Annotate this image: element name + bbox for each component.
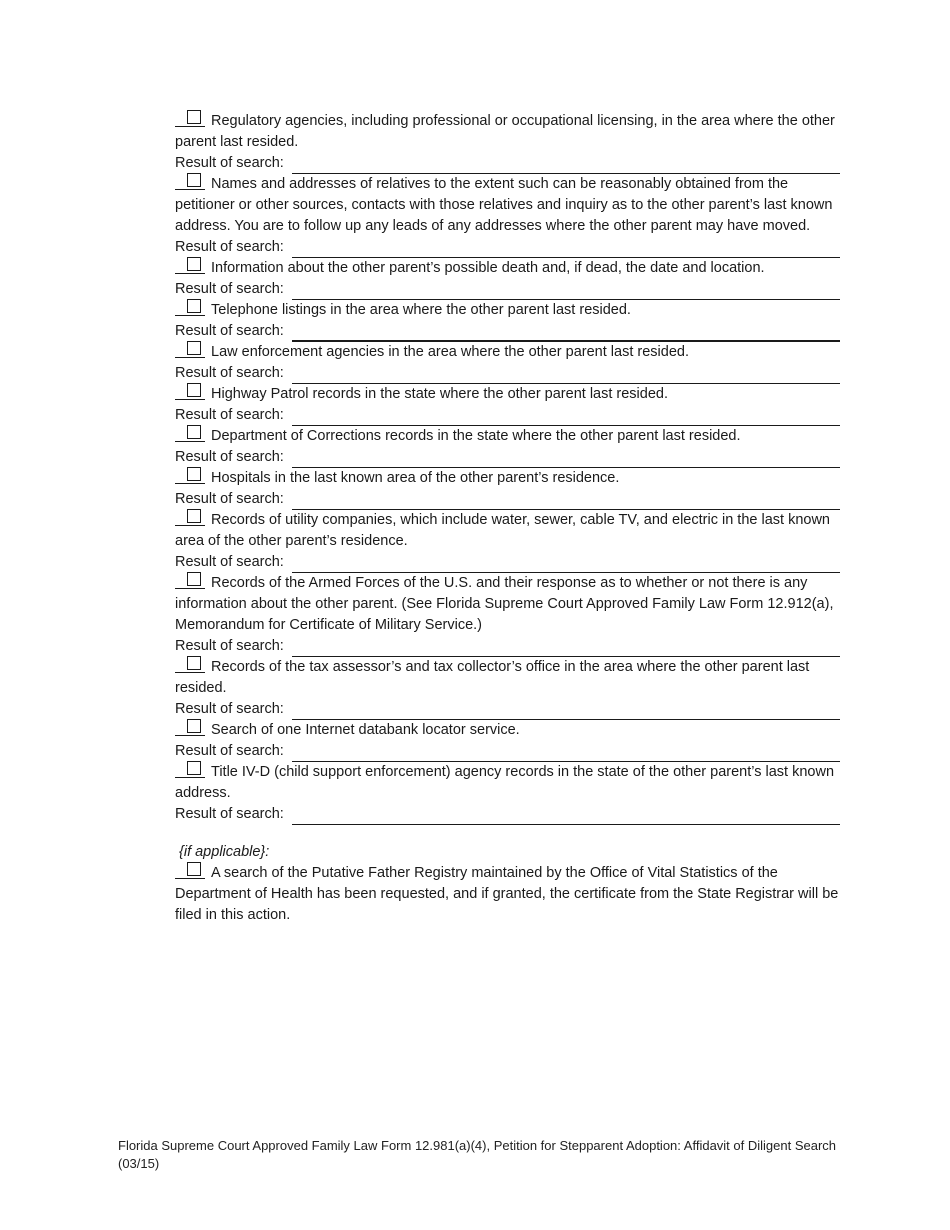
checkbox-title-iv-d[interactable] xyxy=(175,763,205,778)
item-text-armed-forces: Records of the Armed Forces of the U.S. and their response as to whether or not there is any information about the other parent. (See Florida Supreme Court Approved Family Law Form 12.912(a), Memorandum for Certificate of Military Service.) xyxy=(175,575,834,633)
result-input-line[interactable] xyxy=(292,410,840,426)
result-label: Result of search: xyxy=(175,281,284,297)
checkbox-box[interactable] xyxy=(187,719,201,733)
checkbox-law-enforcement[interactable] xyxy=(175,343,205,358)
search-item-regulatory-agencies xyxy=(175,111,840,174)
result-label: Result of search: xyxy=(175,554,284,570)
checkbox-telephone-listings[interactable] xyxy=(175,301,205,316)
result-row xyxy=(175,363,840,384)
result-label: Result of search: xyxy=(175,155,284,171)
result-input-line[interactable] xyxy=(292,284,840,300)
checkbox-tax-assessor[interactable] xyxy=(175,658,205,673)
result-label: Result of search: xyxy=(175,239,284,255)
result-label: Result of search: xyxy=(175,701,284,717)
result-label: Result of search: xyxy=(175,449,284,465)
search-item-law-enforcement xyxy=(175,342,840,384)
result-input-line[interactable] xyxy=(292,704,840,720)
search-item-tax-assessor xyxy=(175,657,840,720)
search-item-hospitals xyxy=(175,468,840,510)
result-label: Result of search: xyxy=(175,407,284,423)
if-applicable-label: {if applicable}: xyxy=(179,844,270,860)
search-item-putative-father-registry xyxy=(175,863,840,926)
search-item-title-iv-d xyxy=(175,762,840,825)
item-text-utility-companies: Records of utility companies, which include water, sewer, cable TV, and electric in the last known area of the other parent’s residence. xyxy=(175,512,830,549)
search-item-relatives xyxy=(175,174,840,258)
search-item-corrections xyxy=(175,426,840,468)
result-input-line[interactable] xyxy=(292,809,840,825)
checkbox-hospitals[interactable] xyxy=(175,469,205,484)
search-item-armed-forces xyxy=(175,573,840,657)
checkbox-corrections[interactable] xyxy=(175,427,205,442)
checkbox-utility-companies[interactable] xyxy=(175,511,205,526)
result-row xyxy=(175,237,840,258)
result-row xyxy=(175,447,840,468)
item-text-title-iv-d: Title IV-D (child support enforcement) agency records in the state of the other parent’s last known address. xyxy=(175,764,835,801)
result-label: Result of search: xyxy=(175,806,284,822)
checkbox-possible-death[interactable] xyxy=(175,259,205,274)
checkbox-regulatory-agencies[interactable] xyxy=(175,112,205,127)
checkbox-box[interactable] xyxy=(187,383,201,397)
result-row xyxy=(175,153,840,174)
item-text-corrections: Department of Corrections records in the state where the other parent last resided. xyxy=(211,428,741,444)
checkbox-armed-forces[interactable] xyxy=(175,574,205,589)
result-label: Result of search: xyxy=(175,743,284,759)
checkbox-box[interactable] xyxy=(187,862,201,876)
result-row xyxy=(175,552,840,573)
result-label: Result of search: xyxy=(175,638,284,654)
item-text-internet-databank: Search of one Internet databank locator service. xyxy=(211,722,520,738)
result-label: Result of search: xyxy=(175,491,284,507)
item-text-highway-patrol: Highway Patrol records in the state where the other parent last resided. xyxy=(211,386,668,402)
checkbox-box[interactable] xyxy=(187,341,201,355)
item-text-possible-death: Information about the other parent’s possible death and, if dead, the date and location. xyxy=(211,260,765,276)
result-input-line[interactable] xyxy=(292,494,840,510)
checkbox-putative-father-registry[interactable] xyxy=(175,864,205,879)
checkbox-box[interactable] xyxy=(187,509,201,523)
search-item-utility-companies xyxy=(175,510,840,573)
item-text-law-enforcement: Law enforcement agencies in the area where the other parent last resided. xyxy=(211,344,689,360)
result-row xyxy=(175,405,840,426)
search-item-telephone-listings xyxy=(175,300,840,342)
item-text-relatives: Names and addresses of relatives to the extent such can be reasonably obtained from the petitioner or other sources, contacts with those relatives and inquiry as to the other parent’s last known address. You are to follow up any leads of any addresses where the other parent may have moved. xyxy=(175,176,833,234)
item-text-telephone-listings: Telephone listings in the area where the other parent last resided. xyxy=(211,302,631,318)
search-item-highway-patrol xyxy=(175,384,840,426)
item-text-hospitals: Hospitals in the last known area of the other parent’s residence. xyxy=(211,470,620,486)
checkbox-box[interactable] xyxy=(187,467,201,481)
search-item-internet-databank xyxy=(175,720,840,762)
result-input-line[interactable] xyxy=(292,746,840,762)
checkbox-box[interactable] xyxy=(187,257,201,271)
result-input-line[interactable] xyxy=(292,158,840,174)
result-row xyxy=(175,699,840,720)
search-item-possible-death xyxy=(175,258,840,300)
result-input-line[interactable] xyxy=(292,641,840,657)
result-input-line[interactable] xyxy=(292,325,840,342)
search-checklist xyxy=(175,111,840,926)
result-label: Result of search: xyxy=(175,323,284,339)
form-footer: Florida Supreme Court Approved Family Law Form 12.981(a)(4), Petition for Stepparent Adoption: Affidavit of Diligent Search (03/15) xyxy=(118,1138,837,1171)
result-row xyxy=(175,636,840,657)
checkbox-box[interactable] xyxy=(187,425,201,439)
checkbox-box[interactable] xyxy=(187,656,201,670)
checkbox-box[interactable] xyxy=(187,299,201,313)
item-text-regulatory-agencies: Regulatory agencies, including professional or occupational licensing, in the area where the other parent last resided. xyxy=(175,113,835,150)
item-text-putative-father-registry: A search of the Putative Father Registry maintained by the Office of Vital Statistics of the Department of Health has been requested, and if granted, the certificate from the State Registrar will be filed in this action. xyxy=(175,865,839,923)
item-text-tax-assessor: Records of the tax assessor’s and tax collector’s office in the area where the other parent last resided. xyxy=(175,659,810,696)
checkbox-highway-patrol[interactable] xyxy=(175,385,205,400)
checkbox-box[interactable] xyxy=(187,761,201,775)
result-label: Result of search: xyxy=(175,365,284,381)
checkbox-relatives[interactable] xyxy=(175,175,205,190)
result-row xyxy=(175,279,840,300)
result-input-line[interactable] xyxy=(292,452,840,468)
result-input-line[interactable] xyxy=(292,242,840,258)
checkbox-box[interactable] xyxy=(187,572,201,586)
result-input-line[interactable] xyxy=(292,557,840,573)
checkbox-box[interactable] xyxy=(187,173,201,187)
result-row xyxy=(175,741,840,762)
result-row xyxy=(175,321,840,342)
result-row xyxy=(175,489,840,510)
result-input-line[interactable] xyxy=(292,368,840,384)
checkbox-box[interactable] xyxy=(187,110,201,124)
result-row xyxy=(175,804,840,825)
checkbox-internet-databank[interactable] xyxy=(175,721,205,736)
